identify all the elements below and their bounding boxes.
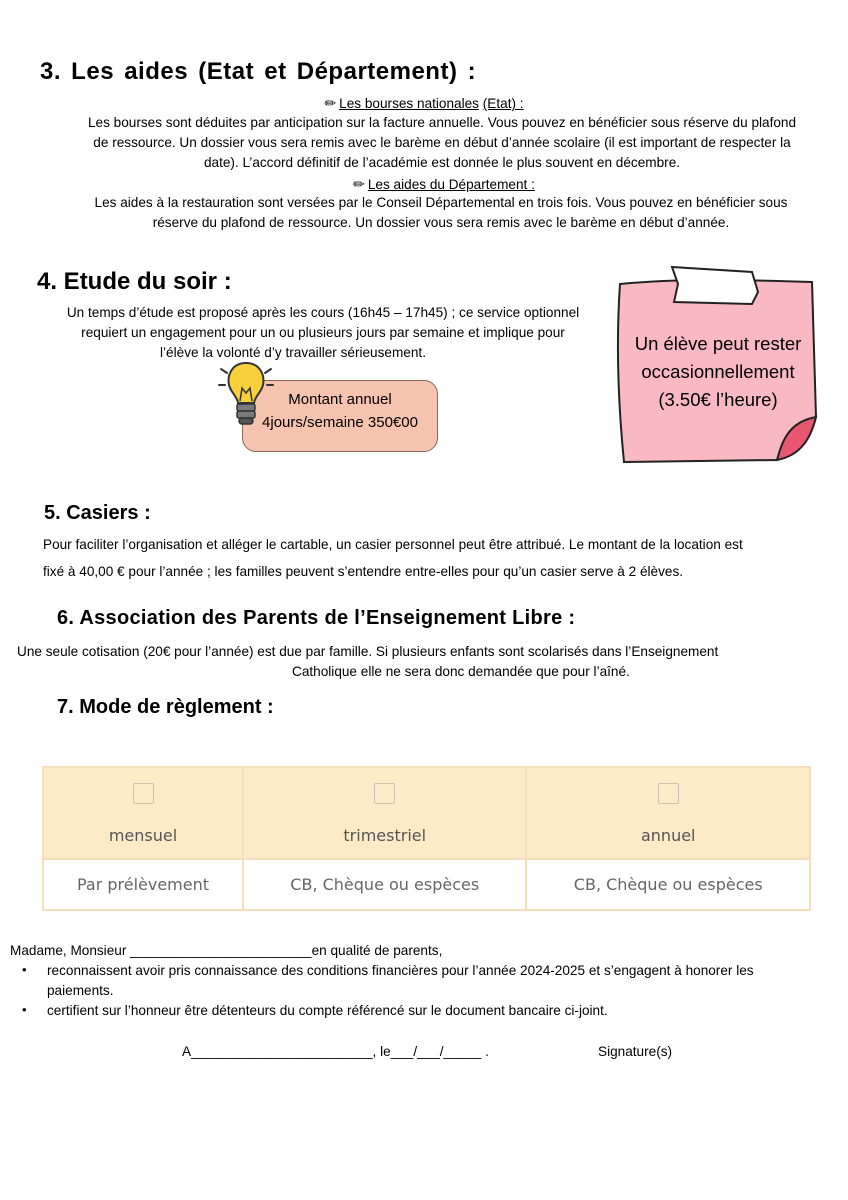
place-date-line[interactable]: A________________________, le___/___/_____ . (182, 1044, 489, 1059)
sticky-note-text (618, 330, 818, 414)
montant-value: 4jours/semaine 350€00 (262, 414, 418, 431)
bourses-line: Les bourses sont déduites par anticipation sur la facture annuelle. Vous pouvez en bénéficier sous réserve du plafond (87, 115, 797, 130)
section-4-heading: 4. Etude du soir : (37, 268, 232, 295)
bullet-icon: • (22, 962, 27, 977)
bullet-line: paiements. (47, 983, 114, 998)
pencil-icon: ✏ (324, 95, 337, 111)
signature-label: Signature(s) (598, 1044, 673, 1059)
etude-line: Un temps d’étude est proposé après les cours (16h45 – 17h45) ; ce service optionnel (66, 305, 580, 320)
declaration-intro (10, 941, 830, 961)
section-3-heading: 3. Les aides (Etat et Département) : (40, 58, 477, 85)
sticky-line: (3.50€ l’heure) (658, 389, 778, 410)
casiers-line: Pour faciliter l’organisation et alléger le cartable, un casier personnel peut être attribué. Le montant de la location est (43, 537, 743, 552)
method-cell: CB, Chèque ou espèces (243, 859, 526, 910)
option-trimestriel[interactable] (243, 767, 526, 859)
casiers-line: fixé à 40,00 € pour l’année ; les familles peuvent s’entendre entre-elles pour qu’un casier serve à 2 élèves. (43, 564, 684, 579)
sticky-line: occasionnellement (641, 361, 795, 382)
bourses-text (54, 113, 830, 173)
declaration-bullet-1 (47, 961, 832, 1001)
bourses-title (0, 93, 848, 114)
bourses-title-etat: (Etat) : (482, 96, 524, 111)
option-label: mensuel (108, 826, 178, 845)
sticky-line: Un élève peut rester (634, 333, 802, 354)
bullet-icon: • (22, 1002, 27, 1017)
departement-title (0, 174, 848, 195)
section-6-heading: 6. Association des Parents de l’Enseignement Libre : (57, 607, 576, 629)
option-mensuel[interactable] (43, 767, 243, 859)
etude-line: requiert un engagement pour un ou plusieurs jours par semaine et implique pour (81, 325, 565, 340)
option-annuel[interactable] (526, 767, 810, 859)
bullet-line: reconnaissent avoir pris connaissance des conditions financières pour l’année 2024-2025 et s’engagent à honorer les (47, 963, 754, 978)
method-cell: Par prélèvement (43, 859, 243, 910)
checkbox[interactable] (658, 783, 679, 804)
section-7-heading: 7. Mode de règlement : (57, 696, 274, 718)
checkbox[interactable] (133, 783, 154, 804)
payment-table (42, 766, 811, 911)
departement-text (64, 193, 818, 233)
montant-title: Montant annuel (288, 391, 392, 408)
etude-line: l’élève la volonté d’y travailler sérieusement. (160, 345, 426, 360)
etude-text (40, 303, 606, 363)
bourses-line: date). L’accord définitif de l’académie est donnée le plus souvent en décembre. (203, 155, 681, 170)
intro-start: Madame, Monsieur (10, 943, 131, 958)
option-label: trimestriel (343, 826, 427, 845)
method-cell: CB, Chèque ou espèces (526, 859, 810, 910)
lightbulb-icon (218, 355, 274, 435)
apel-line: Catholique elle ne sera donc demandée que pour l’aîné. (292, 664, 630, 679)
declaration-bullet-2: certifient sur l’honneur être détenteurs du compte référencé sur le document bancaire ci-joint. (47, 1003, 608, 1018)
section-5-heading: 5. Casiers : (44, 502, 151, 524)
casiers-text (43, 531, 823, 585)
departement-line: réserve du plafond de ressource. Un dossier vous sera remis avec le barème en début d’année. (152, 215, 730, 230)
departement-title-label: Les aides du Département : (367, 177, 535, 192)
bourses-line: de ressource. Un dossier vous sera remis avec le barème en début d’année scolaire (il est important de respecter la (93, 135, 791, 150)
name-blank[interactable]: ________________________ (130, 943, 312, 958)
checkbox[interactable] (374, 783, 395, 804)
bourses-title-label: Les bourses nationales (339, 96, 479, 111)
apel-line: Une seule cotisation (20€ pour l’année) est due par famille. Si plusieurs enfants sont scolarisés dans l’Enseignement (17, 644, 719, 659)
departement-line: Les aides à la restauration sont versées par le Conseil Départemental en trois fois. Vous pouvez en bénéficier sous (94, 195, 788, 210)
pencil-icon: ✏ (353, 176, 365, 192)
option-label: annuel (640, 826, 696, 845)
apel-text (17, 642, 817, 682)
intro-end: en qualité de parents, (311, 943, 443, 958)
